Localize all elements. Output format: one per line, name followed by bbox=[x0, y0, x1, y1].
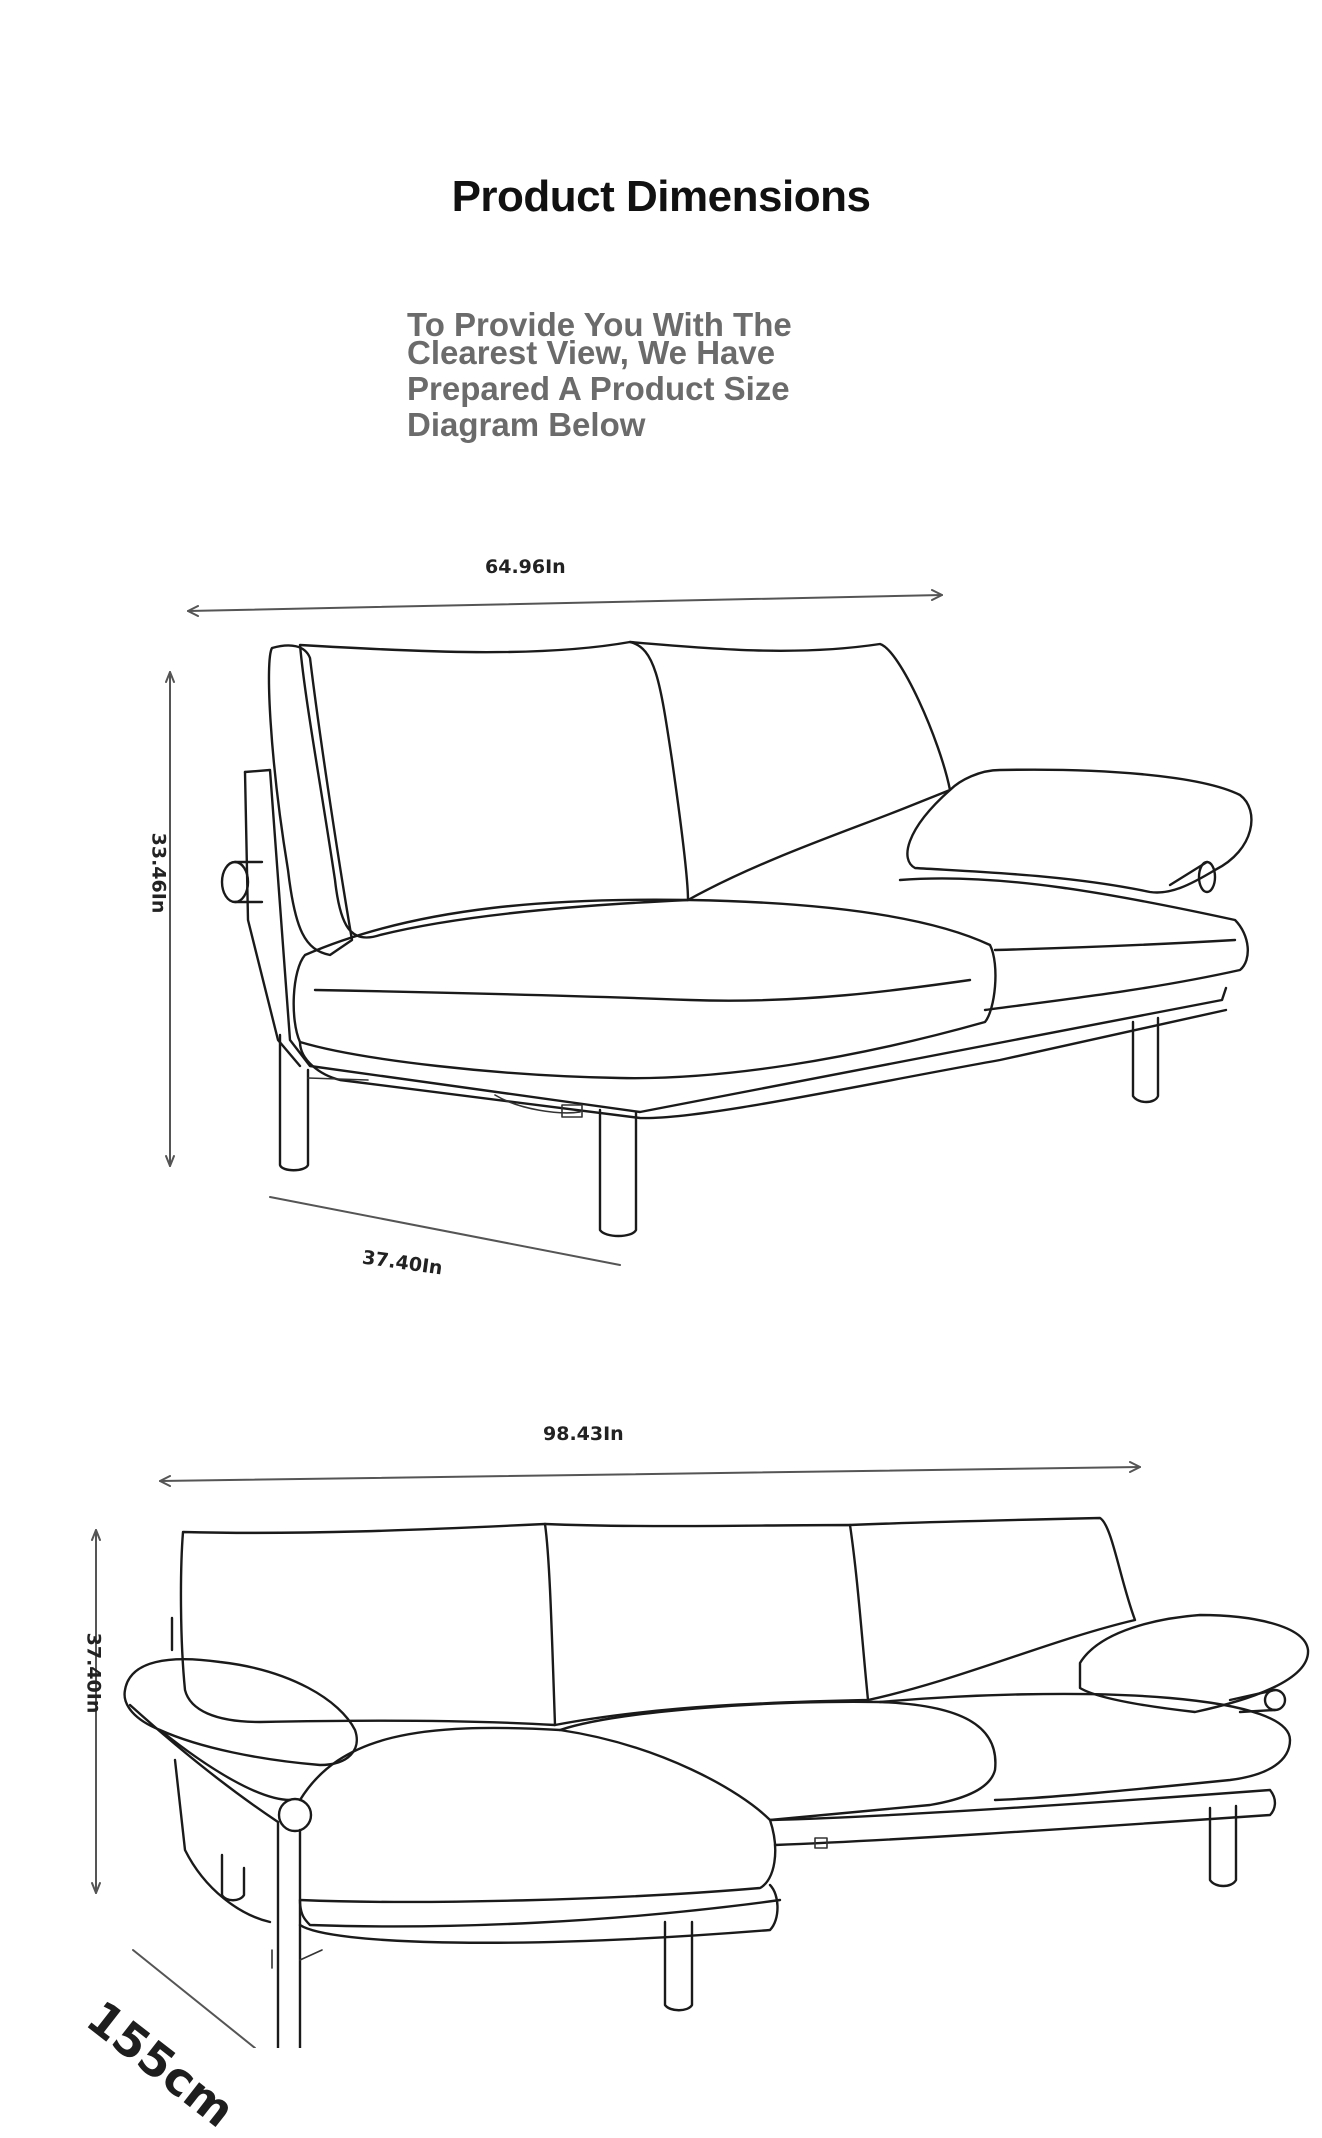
width-label: 98.43In bbox=[543, 1423, 624, 1445]
height-label: 37.40In bbox=[82, 1632, 105, 1714]
width-label: 64.96In bbox=[485, 556, 566, 578]
subtitle-line: Prepared A Product Size bbox=[407, 370, 790, 407]
sofa-small-drawing bbox=[166, 590, 1251, 1265]
depth-dimension-line bbox=[270, 1197, 620, 1265]
sofa-large-drawing bbox=[92, 1462, 1308, 2048]
page-title: Product Dimensions bbox=[451, 172, 871, 221]
width-dimension-line bbox=[160, 1467, 1140, 1481]
subtitle-line: Clearest View, We Have bbox=[407, 334, 776, 371]
width-dimension-line bbox=[188, 595, 942, 611]
height-label: 33.46In bbox=[147, 832, 170, 914]
depth-label: 155cm bbox=[76, 1990, 245, 2138]
subtitle-line: To Provide You With The bbox=[407, 306, 792, 343]
depth-label: 37.40In bbox=[360, 1246, 444, 1280]
subtitle-line: Diagram Below bbox=[407, 406, 646, 443]
